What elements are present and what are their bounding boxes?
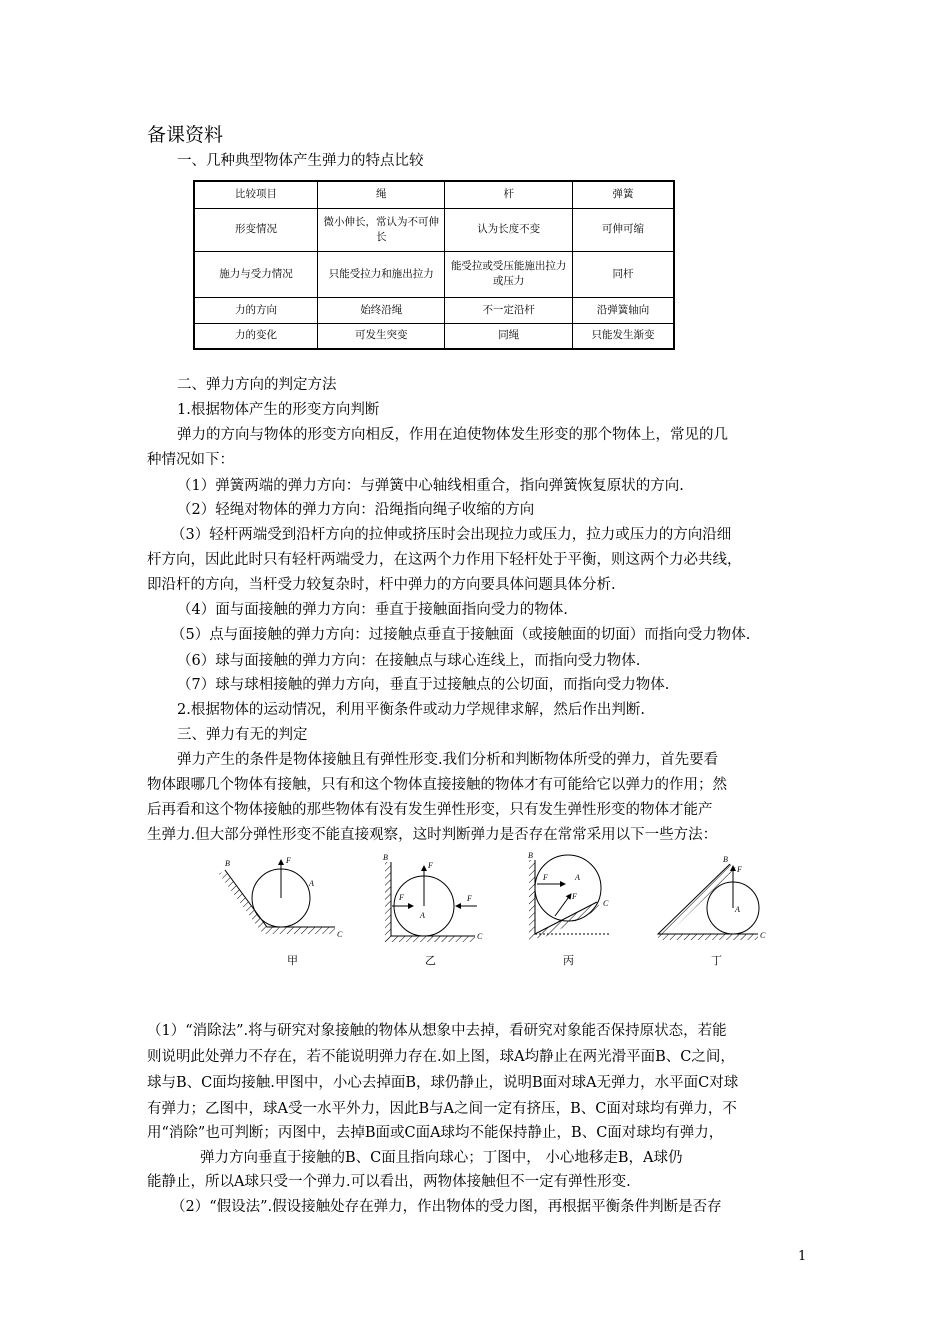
caption-jia: 甲	[287, 954, 298, 967]
label-b: B	[225, 859, 230, 868]
table-header-cell: 绳	[317, 181, 445, 208]
svg-text:F: F	[572, 892, 577, 901]
svg-text:F: F	[428, 861, 433, 870]
table-header-cell: 弹簧	[572, 181, 674, 208]
paragraph-line: 弹力方向垂直于接触的B、C面且指向球心；丁图中， 小心地移走B，A球仍	[200, 1150, 683, 1166]
table-cell: 沿弹簧轴向	[572, 297, 674, 323]
svg-text:A: A	[575, 873, 580, 882]
table-cell: 力的变化	[194, 323, 317, 349]
paragraph-line: 有弹力；乙图中，球A受一水平外力，因此B与A之间一定有挤压，B、C面对球均有弹力，不	[147, 1101, 737, 1117]
svg-text:F: F	[399, 893, 404, 902]
svg-text:B: B	[383, 853, 388, 862]
table-header-cell: 杆	[445, 181, 572, 208]
list-item: （5）点与面接触的弹力方向：过接触点垂直于接触面（或接触面的切面）而指向受力物体.	[171, 627, 751, 643]
table-row	[194, 297, 674, 323]
table-cell: 认为长度不变	[445, 208, 572, 251]
list-item: （7）球与球相接触的弹力方向，垂直于过接触点的公切面，而指向受力物体.	[177, 677, 670, 693]
section-heading-2: 二、弹力方向的判定方法	[177, 377, 337, 393]
table-cell: 只能发生渐变	[572, 323, 674, 349]
comparison-table	[193, 180, 675, 350]
svg-text:B: B	[528, 851, 533, 860]
paragraph-line: 用“消除”也可判断；丙图中，去掉B面或C面A球均不能保持静止，B、C面对球均有弹力，	[147, 1125, 724, 1141]
table-cell: 施力与受力情况	[194, 251, 317, 297]
svg-text:A: A	[735, 905, 740, 914]
table-row	[194, 323, 674, 349]
table-cell: 始终沿绳	[317, 297, 445, 323]
paragraph-line: 弹力的方向与物体的形变方向相反，作用在迫使物体发生形变的那个物体上，常见的几	[177, 427, 728, 443]
list-item: （3）轻杆两端受到沿杆方向的拉伸或挤压时会出现拉力或压力，拉力或压力的方向沿细	[171, 527, 732, 543]
svg-text:F: F	[467, 894, 472, 903]
list-item: （1）弹簧两端的弹力方向：与弹簧中心轴线相重合，指向弹簧恢复原状的方向.	[177, 478, 684, 494]
list-item: 即沿杆的方向，当杆受力较复杂时，杆中弹力的方向要具体问题具体分析.	[147, 577, 616, 593]
paragraph-line: 球与B、C面均接触.甲图中，小心去掉面B，球仍静止，说明B面对球A无弹力，水平面C对球	[147, 1075, 739, 1091]
svg-text:C: C	[760, 931, 766, 940]
paragraph-line: 能静止，所以A球只受一个弹力.可以看出，两物体接触但不一定有弹性形变.	[147, 1174, 631, 1190]
subheading: 1.根据物体产生的形变方向判断	[177, 402, 380, 418]
table-cell: 只能受拉力和施出拉力	[317, 251, 445, 297]
caption-ding: 丁	[711, 954, 722, 967]
paragraph-line: （2）“假设法”.假设接触处存在弹力，作出物体的受力图，再根据平衡条件判断是否存	[171, 1199, 722, 1215]
list-item: （4）面与面接触的弹力方向：垂直于接触面指向受力的物体.	[177, 602, 568, 618]
table-cell: 形变情况	[194, 208, 317, 251]
paragraph-line: 物体跟哪几个物体有接触，只有和这个物体直接接触的物体才有可能给它以弹力的作用；然	[147, 777, 727, 793]
table-header-row	[194, 181, 674, 208]
svg-text:F: F	[543, 873, 548, 882]
table-cell: 同杆	[572, 251, 674, 297]
label-fn: F	[286, 856, 291, 865]
table-header-cell: 比较项目	[194, 181, 317, 208]
page-number: 1	[798, 1249, 807, 1264]
svg-text:F: F	[737, 865, 742, 874]
table-cell: 可伸可缩	[572, 208, 674, 251]
subheading: 2.根据物体的运动情况，利用平衡条件或动力学规律求解，然后作出判断.	[177, 702, 645, 718]
label-a: A	[309, 879, 314, 888]
paragraph-line: 种情况如下：	[147, 452, 234, 468]
section-heading-3: 三、弹力有无的判定	[177, 727, 308, 743]
paragraph-line: （1）“消除法”.将与研究对象接触的物体从想象中去掉，看研究对象能否保持原状态，若能	[147, 1023, 727, 1039]
page-title: 备课资料	[147, 124, 224, 146]
svg-text:C: C	[477, 932, 483, 941]
figure-ding	[658, 855, 766, 940]
paragraph-line: 则说明此处弹力不存在，若不能说明弹力存在.如上图，球A均静止在两光滑平面B、C之间，	[147, 1049, 735, 1065]
paragraph-line: 生弹力.但大部分弹性形变不能直接观察，这时判断弹力是否存在常常采用以下一些方法：	[147, 827, 718, 843]
caption-yi: 乙	[425, 954, 436, 967]
list-item: 杆方向，因此此时只有轻杆两端受力，在这两个力作用下轻杆处于平衡，则这两个力必共线，	[147, 552, 742, 568]
table-row	[194, 208, 674, 251]
section-heading-1: 一、几种典型物体产生弹力的特点比较	[177, 153, 424, 169]
figure-yi	[383, 853, 483, 942]
list-item: （6）球与面接触的弹力方向：在接触点与球心连线上，而指向受力物体.	[177, 653, 641, 669]
table-cell: 能受拉或受压能施出拉力或压力	[445, 251, 572, 297]
table-cell: 可发生突变	[317, 323, 445, 349]
paragraph-line: 后再看和这个物体接触的那些物体有没有发生弹性形变，只有发生弹性形变的物体才能产	[147, 802, 713, 818]
figure-bing	[528, 851, 609, 940]
physics-figures	[215, 850, 775, 970]
figure-jia	[219, 856, 343, 939]
svg-text:C: C	[603, 899, 609, 908]
caption-bing: 丙	[563, 954, 574, 967]
table-cell: 不一定沿杆	[445, 297, 572, 323]
paragraph-line: 弹力产生的条件是物体接触且有弹性形变.我们分析和判断物体所受的弹力，首先要看	[177, 752, 719, 768]
svg-text:B: B	[723, 855, 728, 864]
table-cell: 同绳	[445, 323, 572, 349]
table-cell: 力的方向	[194, 297, 317, 323]
label-c: C	[337, 930, 343, 939]
table-row	[194, 251, 674, 297]
table-cell: 微小伸长，常认为不可伸长	[317, 208, 445, 251]
list-item: （2）轻绳对物体的弹力方向：沿绳指向绳子收缩的方向	[177, 502, 535, 518]
svg-text:A: A	[420, 911, 425, 920]
